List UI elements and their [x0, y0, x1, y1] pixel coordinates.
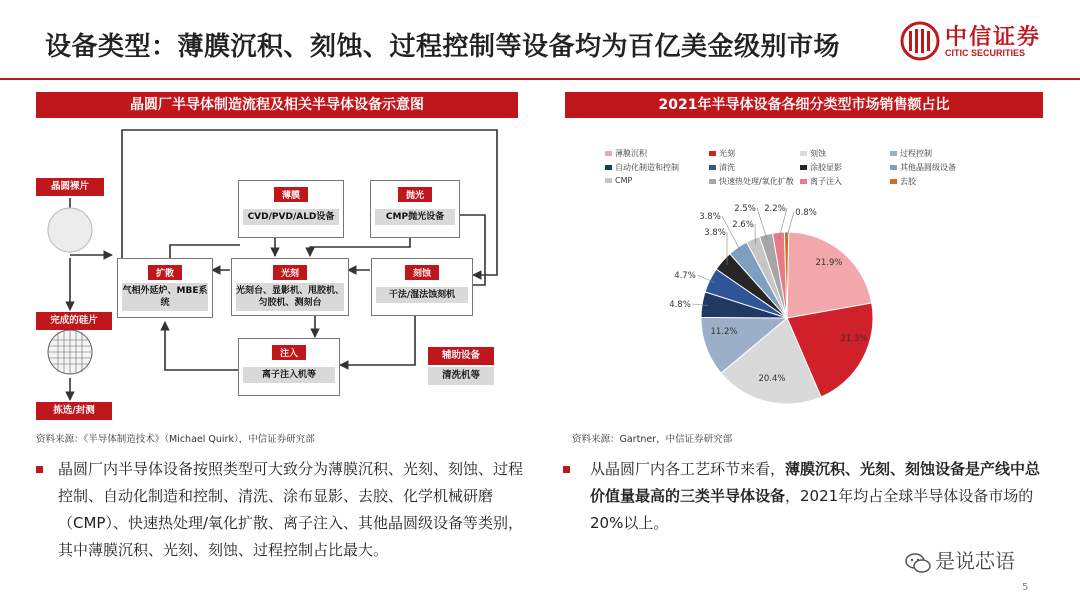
legend-label: 快速热处理/氧化扩散 — [719, 177, 794, 186]
right-bullet-text — [590, 456, 1050, 537]
slice-label: 4.8% — [669, 300, 691, 310]
diffusion-body: 气相外延炉、MBE系统 — [122, 283, 208, 311]
slice-label: 4.7% — [674, 271, 696, 281]
etch-body: 干法/湿法蚀刻机 — [376, 287, 468, 303]
slice-label: 20.4% — [758, 374, 786, 384]
legend-label: 去胶 — [900, 177, 916, 186]
right-bullet-prefix: 从晶圆厂内各工艺环节来看， — [590, 460, 786, 478]
slice-label: 0.8% — [795, 208, 817, 218]
legend-label: 涂胶显影 — [810, 163, 842, 172]
legend-label: 过程控制 — [900, 149, 932, 158]
right-panel-title: 2021年半导体设备各细分类型市场销售额占比 — [565, 92, 1043, 118]
legend-label: CMP — [615, 176, 633, 185]
implant-head: 注入 — [272, 345, 306, 360]
slice-label: 2.5% — [734, 204, 756, 214]
legend-label: 薄膜沉积 — [615, 149, 647, 158]
right-bullet-bold: 薄膜沉积、光刻、刻蚀设备是产线中总价值量最高的三类半导体设备 — [590, 460, 1041, 505]
legend-label: 清洗 — [719, 163, 735, 172]
polish-head: 抛光 — [398, 187, 432, 202]
film-head: 薄膜 — [274, 187, 308, 202]
finished-wafer-label: 完成的硅片 — [36, 312, 112, 330]
implant-body: 离子注入机等 — [243, 367, 335, 383]
slice-label: 2.6% — [732, 220, 754, 230]
etch-head: 刻蚀 — [405, 265, 439, 280]
aux-equipment-head: 辅助设备 — [428, 347, 494, 365]
watermark-text: 是说芯语 — [935, 549, 1015, 573]
diffusion-head: 扩散 — [148, 265, 182, 280]
slice-label: 3.8% — [699, 212, 721, 222]
legend-label: 其他晶圆级设备 — [900, 163, 956, 172]
left-bullet-text: 晶圆厂内半导体设备按照类型可大致分为薄膜沉积、光刻、刻蚀、过程控制、自动化制造和控制、清洗、涂布显影、去胶、化学机械研磨（CMP）、快速热处理/氧化扩散、离子注入、其他晶圆级设备等类别，其中薄膜沉积、光刻、刻蚀、过程控制占比最大。 — [58, 460, 524, 559]
bullet-marker-left — [36, 466, 43, 473]
right-bullet-suffix: ，2021年均占全球半导体设备市场的20%以上。 — [590, 487, 1034, 532]
wechat-icon — [905, 552, 931, 574]
legend-label: 光刻 — [719, 149, 735, 158]
left-panel-title: 晶圆厂半导体制造流程及相关半导体设备示意图 — [36, 92, 518, 118]
page-number: 5 — [1022, 582, 1029, 593]
logo-text-en: CITIC SECURITIES — [945, 48, 1026, 58]
slice-label: 3.8% — [704, 228, 726, 238]
litho-head: 光刻 — [273, 265, 307, 280]
aux-equipment-body: 清洗机等 — [428, 367, 494, 385]
slice-label: 11.2% — [710, 327, 738, 337]
sort-package-label: 拣选/封测 — [36, 402, 112, 420]
litho-body: 光刻台、显影机、甩胶机、匀胶机、测刻台 — [236, 283, 344, 311]
film-body: CVD/PVD/ALD设备 — [243, 209, 339, 225]
polish-body: CMP抛光设备 — [375, 209, 455, 225]
wechat-watermark — [905, 545, 1015, 574]
right-panel-source: 资料来源：Gartner，中信证券研究部 — [572, 434, 733, 445]
page-title: 设备类型：薄膜沉积、刻蚀、过程控制等设备均为百亿美金级别市场 — [45, 32, 841, 62]
legend-label: 刻蚀 — [810, 149, 826, 158]
slice-label: 2.2% — [764, 204, 786, 214]
legend-label: 离子注入 — [810, 177, 842, 186]
legend-label: 自动化制造和控制 — [615, 163, 679, 172]
wafer-label: 晶圆裸片 — [36, 178, 104, 196]
bullet-marker-right — [563, 466, 570, 473]
slice-label: 21.9% — [815, 258, 843, 268]
logo-text-cn: 中信证券 — [945, 25, 1042, 50]
slice-label: 21.3% — [840, 334, 868, 344]
left-panel-source: 资料来源：《半导体制造技术》（Michael Quirk），中信证券研究部 — [36, 434, 315, 445]
